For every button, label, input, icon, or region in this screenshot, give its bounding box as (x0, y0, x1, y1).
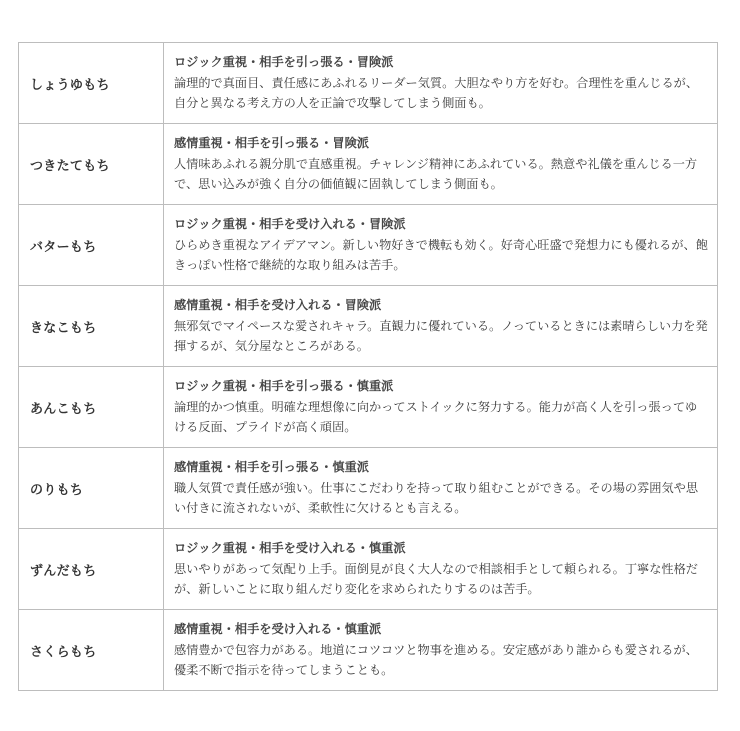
type-name: つきたてもち (19, 124, 164, 205)
type-name: きなこもち (19, 286, 164, 367)
type-traits: 感情重視・相手を受け入れる・冒険派 (174, 298, 382, 313)
type-name: さくらもち (19, 610, 164, 691)
type-summary: 無邪気でマイペースな愛されキャラ。直観力に優れている。ノっているときには素晴らしい力を発揮するが、気分屋なところがある。 (174, 318, 708, 354)
table-row (19, 529, 718, 610)
type-traits: ロジック重視・相手を引っ張る・慎重派 (174, 379, 394, 394)
type-description (164, 529, 718, 610)
type-description (164, 205, 718, 286)
table-row (19, 610, 718, 691)
type-traits: 感情重視・相手を引っ張る・冒険派 (174, 136, 369, 151)
type-description (164, 367, 718, 448)
type-name: しょうゆもち (19, 43, 164, 124)
type-description (164, 43, 718, 124)
personality-table (18, 42, 718, 691)
type-traits: ロジック重視・相手を受け入れる・慎重派 (174, 541, 406, 556)
type-summary: ひらめき重視なアイデアマン。新しい物好きで機転も効く。好奇心旺盛で発想力にも優れるが、飽きっぽい性格で継続的な取り組みは苦手。 (174, 237, 708, 273)
type-traits: 感情重視・相手を受け入れる・慎重派 (174, 622, 382, 637)
type-summary: 論理的で真面目、責任感にあふれるリーダー気質。大胆なやり方を好む。合理性を重んじるが、自分と異なる考え方の人を正論で攻撃してしまう側面も。 (174, 75, 699, 111)
type-description (164, 448, 718, 529)
type-name: バターもち (19, 205, 164, 286)
table-row (19, 367, 718, 448)
table-row (19, 124, 718, 205)
type-description (164, 124, 718, 205)
type-description (164, 286, 718, 367)
table-row (19, 448, 718, 529)
type-name: あんこもち (19, 367, 164, 448)
type-traits: ロジック重視・相手を受け入れる・冒険派 (174, 217, 406, 232)
type-name: ずんだもち (19, 529, 164, 610)
type-name: のりもち (19, 448, 164, 529)
type-description (164, 610, 718, 691)
type-summary: 思いやりがあって気配り上手。面倒見が良く大人なので相談相手として頼られる。丁寧な性格だが、新しいことに取り組んだり変化を求められたりするのは苦手。 (174, 561, 698, 597)
type-summary: 職人気質で責任感が強い。仕事にこだわりを持って取り組むことができる。その場の雰囲気や思い付きに流されないが、柔軟性に欠けるとも言える。 (174, 480, 699, 516)
type-summary: 論理的かつ慎重。明確な理想像に向かってストイックに努力する。能力が高く人を引っ張ってゆける反面、プライドが高く頑固。 (174, 399, 698, 435)
type-traits: ロジック重視・相手を引っ張る・冒険派 (174, 55, 394, 70)
type-summary: 感情豊かで包容力がある。地道にコツコツと物事を進める。安定感があり誰からも愛されるが、優柔不断で指示を待ってしまうことも。 (174, 642, 698, 678)
table-row (19, 205, 718, 286)
type-summary: 人情味あふれる親分肌で直感重視。チャレンジ精神にあふれている。熱意や礼儀を重んじる一方で、思い込みが強く自分の価値観に固執してしまう側面も。 (174, 156, 698, 192)
type-traits: 感情重視・相手を引っ張る・慎重派 (174, 460, 369, 475)
table-row (19, 43, 718, 124)
table-row (19, 286, 718, 367)
